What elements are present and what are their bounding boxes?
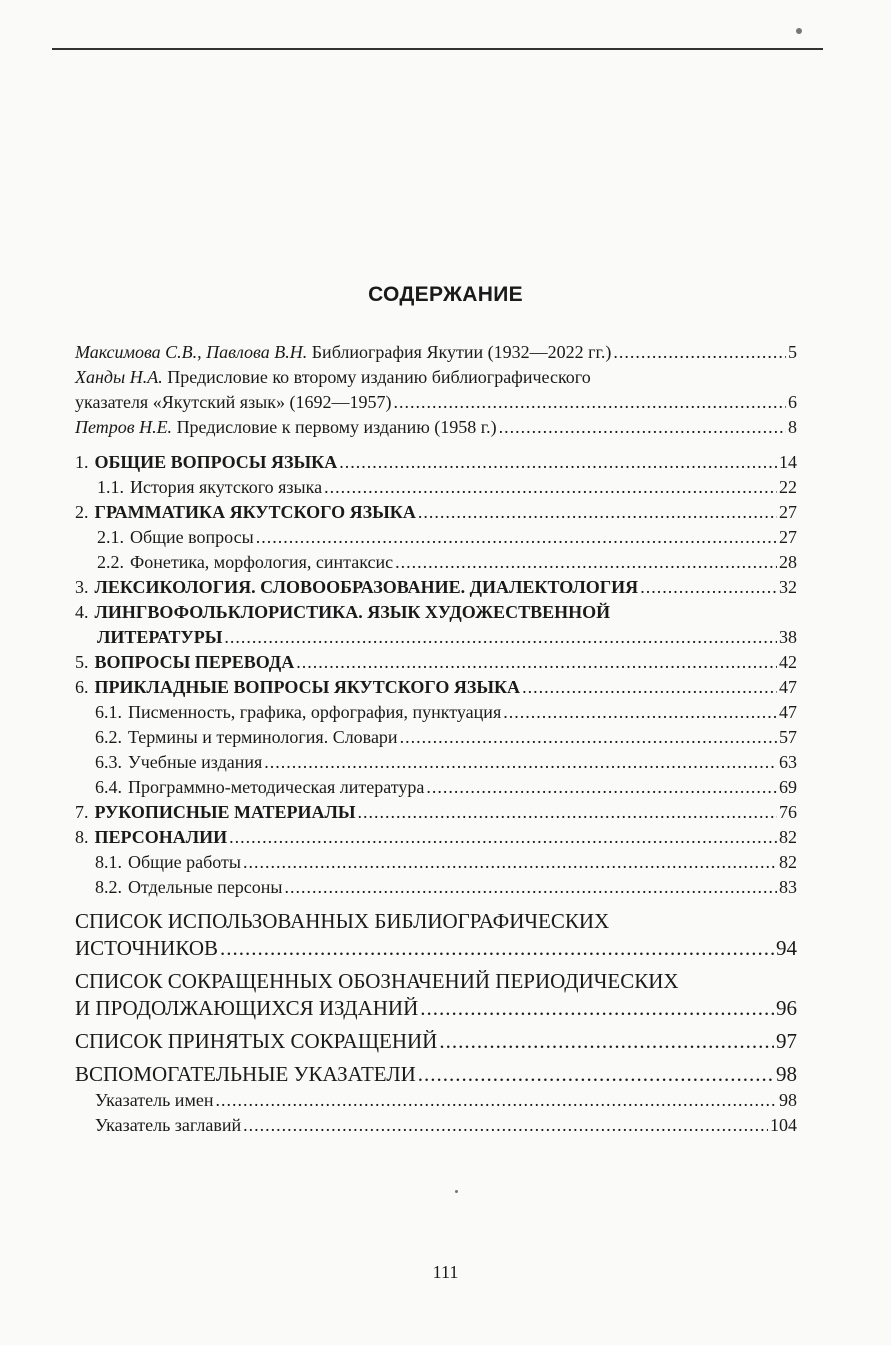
page-ref: 69 xyxy=(779,777,797,797)
subsection-title: Фонетика, морфология, синтаксис xyxy=(130,552,394,572)
page-ref: 97 xyxy=(776,1029,797,1053)
page-ref: 22 xyxy=(779,477,797,497)
page-title: СОДЕРЖАНИЕ xyxy=(368,283,523,306)
scan-speck xyxy=(455,1190,458,1193)
entry-author: Петров Н.Е. xyxy=(75,417,173,437)
leader-dots xyxy=(264,750,777,775)
page-ref: 8 xyxy=(788,417,797,437)
back-title: ВСПОМОГАТЕЛЬНЫЕ УКАЗАТЕЛИ xyxy=(75,1062,416,1086)
toc-back-sources[interactable] xyxy=(75,908,797,962)
toc-section-3[interactable] xyxy=(75,575,797,600)
leader-dots xyxy=(426,775,777,800)
leader-dots xyxy=(243,850,777,875)
toc-section-4[interactable] xyxy=(75,600,797,650)
entry-title: Предисловие к первому изданию (1958 г.) xyxy=(176,417,497,437)
toc-section-6[interactable] xyxy=(75,675,797,700)
toc-subsection-6-2[interactable] xyxy=(75,725,797,750)
subsection-number: 6.1. xyxy=(95,702,122,722)
subsection-title: Отдельные персоны xyxy=(128,877,283,897)
table-of-contents xyxy=(75,340,797,1138)
section-title: ГРАММАТИКА ЯКУТСКОГО ЯЗЫКА xyxy=(94,502,416,522)
leader-dots xyxy=(296,650,777,675)
section-title: РУКОПИСНЫЕ МАТЕРИАЛЫ xyxy=(94,802,356,822)
index-title: Указатель имен xyxy=(95,1090,214,1110)
leader-dots xyxy=(243,1113,768,1138)
leader-dots xyxy=(522,675,777,700)
page-ref: 76 xyxy=(779,802,797,822)
section-number: 2. xyxy=(75,502,89,522)
toc-entry-front-2[interactable] xyxy=(75,365,797,415)
toc-subsection-8-1[interactable] xyxy=(75,850,797,875)
entry-title: Библиография Якутии (1932—2022 гг.) xyxy=(311,342,612,362)
toc-subsection-8-2[interactable] xyxy=(75,875,797,900)
leader-dots xyxy=(220,935,774,962)
page-ref: 83 xyxy=(779,877,797,897)
entry-author: Ханды Н.А. xyxy=(75,367,163,387)
leader-dots xyxy=(418,500,777,525)
scan-speck xyxy=(796,28,802,34)
header-rule xyxy=(52,48,823,50)
subsection-title: Учебные издания xyxy=(128,752,263,772)
leader-dots xyxy=(256,525,777,550)
entry-title-cont: указателя «Якутский язык» (1692—1957) xyxy=(75,392,392,412)
toc-subsection-2-2[interactable] xyxy=(75,550,797,575)
toc-subsection-1-1[interactable] xyxy=(75,475,797,500)
toc-subsection-6-4[interactable] xyxy=(75,775,797,800)
toc-section-1[interactable] xyxy=(75,450,797,475)
leader-dots xyxy=(215,1088,777,1113)
page-ref: 94 xyxy=(776,936,797,960)
subsection-number: 8.2. xyxy=(95,877,122,897)
toc-entry-front-3[interactable] xyxy=(75,415,797,440)
section-title: ПРИКЛАДНЫЕ ВОПРОСЫ ЯКУТСКОГО ЯЗЫКА xyxy=(94,677,521,697)
entry-title: Предисловие ко второму изданию библиографического xyxy=(167,367,591,387)
leader-dots xyxy=(439,1028,774,1055)
subsection-title: Программно-методическая литература xyxy=(128,777,425,797)
subsection-number: 8.1. xyxy=(95,852,122,872)
section-number: 7. xyxy=(75,802,89,822)
page-ref: 6 xyxy=(788,392,797,412)
subsection-title: Термины и терминология. Словари xyxy=(128,727,398,747)
page-ref: 42 xyxy=(779,652,797,672)
section-number: 8. xyxy=(75,827,89,847)
leader-dots xyxy=(339,450,777,475)
back-title-cont: И ПРОДОЛЖАЮЩИХСЯ ИЗДАНИЙ xyxy=(75,996,419,1020)
leader-dots xyxy=(499,415,786,440)
subsection-number: 2.2. xyxy=(97,552,124,572)
entry-author: Максимова С.В., Павлова В.Н. xyxy=(75,342,308,362)
page-ref: 63 xyxy=(779,752,797,772)
section-number: 3. xyxy=(75,577,89,597)
page-ref: 98 xyxy=(779,1090,797,1110)
page-ref: 104 xyxy=(770,1115,797,1135)
index-title: Указатель заглавий xyxy=(95,1115,242,1135)
page-ref: 47 xyxy=(779,677,797,697)
page-ref: 28 xyxy=(779,552,797,572)
page-ref: 96 xyxy=(776,996,797,1020)
toc-subsection-6-1[interactable] xyxy=(75,700,797,725)
back-title: СПИСОК СОКРАЩЕННЫХ ОБОЗНАЧЕНИЙ ПЕРИОДИЧЕСКИХ xyxy=(75,969,679,993)
page-ref: 98 xyxy=(776,1062,797,1086)
page-ref: 14 xyxy=(779,452,797,472)
toc-back-periodicals[interactable] xyxy=(75,968,797,1022)
leader-dots xyxy=(640,575,777,600)
section-number: 6. xyxy=(75,677,89,697)
leader-dots xyxy=(229,825,777,850)
leader-dots xyxy=(324,475,777,500)
section-title: ЛИНГВОФОЛЬКЛОРИСТИКА. ЯЗЫК ХУДОЖЕСТВЕННОЙ xyxy=(94,602,611,622)
toc-section-2[interactable] xyxy=(75,500,797,525)
subsection-title: История якутского языка xyxy=(130,477,323,497)
leader-dots xyxy=(420,995,774,1022)
page-ref: 27 xyxy=(779,502,797,522)
section-title: ЛЕКСИКОЛОГИЯ. СЛОВООБРАЗОВАНИЕ. ДИАЛЕКТОЛОГИЯ xyxy=(94,577,639,597)
section-title-cont: ЛИТЕРАТУРЫ xyxy=(97,627,223,647)
back-title: СПИСОК ИСПОЛЬЗОВАННЫХ БИБЛИОГРАФИЧЕСКИХ xyxy=(75,909,610,933)
toc-section-5[interactable] xyxy=(75,650,797,675)
leader-dots xyxy=(613,340,786,365)
toc-index-names[interactable] xyxy=(75,1088,797,1113)
toc-section-7[interactable] xyxy=(75,800,797,825)
leader-dots xyxy=(418,1061,774,1088)
toc-back-abbreviations[interactable] xyxy=(75,1028,797,1055)
subsection-number: 1.1. xyxy=(97,477,124,497)
back-title-cont: ИСТОЧНИКОВ xyxy=(75,936,219,960)
toc-subsection-2-1[interactable] xyxy=(75,525,797,550)
back-title: СПИСОК ПРИНЯТЫХ СОКРАЩЕНИЙ xyxy=(75,1029,438,1053)
subsection-title: Писменность, графика, орфография, пунктуация xyxy=(128,702,502,722)
toc-subsection-6-3[interactable] xyxy=(75,750,797,775)
subsection-number: 6.2. xyxy=(95,727,122,747)
page-ref: 82 xyxy=(779,827,797,847)
section-number: 5. xyxy=(75,652,89,672)
toc-entry-front-1[interactable] xyxy=(75,340,797,365)
leader-dots xyxy=(224,625,777,650)
subsection-number: 2.1. xyxy=(97,527,124,547)
subsection-title: Общие вопросы xyxy=(130,527,254,547)
page-number: 111 xyxy=(432,1262,459,1282)
section-number: 4. xyxy=(75,602,89,622)
page-ref: 32 xyxy=(779,577,797,597)
section-number: 1. xyxy=(75,452,89,472)
section-title: ПЕРСОНАЛИИ xyxy=(94,827,228,847)
leader-dots xyxy=(285,875,777,900)
page-ref: 47 xyxy=(779,702,797,722)
subsection-title: Общие работы xyxy=(128,852,242,872)
subsection-number: 6.4. xyxy=(95,777,122,797)
section-title: ВОПРОСЫ ПЕРЕВОДА xyxy=(94,652,295,672)
toc-index-titles[interactable] xyxy=(75,1113,797,1138)
page-ref: 82 xyxy=(779,852,797,872)
leader-dots xyxy=(400,725,777,750)
section-title: ОБЩИЕ ВОПРОСЫ ЯЗЫКА xyxy=(94,452,338,472)
page-ref: 27 xyxy=(779,527,797,547)
subsection-number: 6.3. xyxy=(95,752,122,772)
leader-dots xyxy=(358,800,777,825)
page-ref: 57 xyxy=(779,727,797,747)
leader-dots xyxy=(394,390,786,415)
leader-dots xyxy=(503,700,777,725)
page-ref: 5 xyxy=(788,342,797,362)
leader-dots xyxy=(395,550,777,575)
toc-section-8[interactable] xyxy=(75,825,797,850)
toc-back-indexes[interactable] xyxy=(75,1061,797,1088)
page-ref: 38 xyxy=(779,627,797,647)
